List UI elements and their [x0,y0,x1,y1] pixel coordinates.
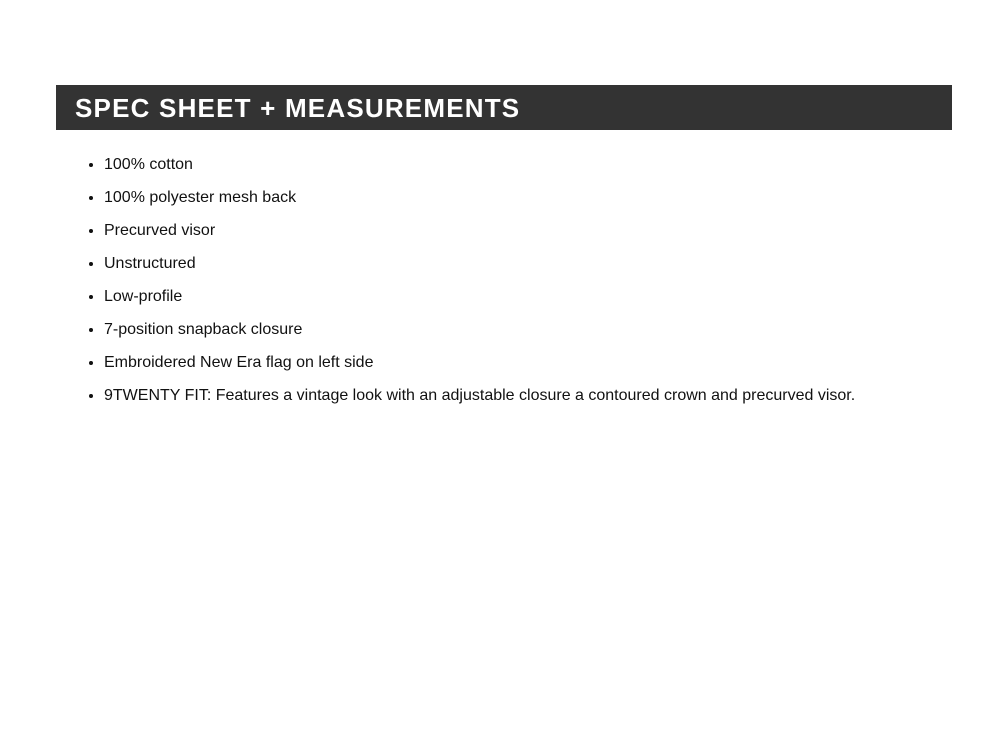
bullet-icon [89,229,93,233]
spec-list [56,155,952,419]
spec-item [56,386,952,419]
spec-item-text: Unstructured [104,255,196,272]
spec-item-text: Embroidered New Era flag on left side [104,354,374,371]
bullet-icon [89,163,93,167]
spec-item [56,353,952,386]
spec-item [56,254,952,287]
bullet-icon [89,295,93,299]
spec-sheet-header[interactable] [56,85,952,130]
bullet-icon [89,196,93,200]
spec-item [56,320,952,353]
spec-item-text: Precurved visor [104,222,216,239]
spec-item [56,287,952,320]
spec-item [56,188,952,221]
spec-item-text: 100% cotton [104,156,193,173]
spec-item-text: 100% polyester mesh back [104,189,297,206]
spec-sheet-title: SPEC SHEET + MEASUREMENTS [75,92,521,123]
spec-item-text: 7-position snapback closure [104,321,303,338]
bullet-icon [89,361,93,365]
spec-item [56,221,952,254]
spec-item-text: Low-profile [104,288,183,305]
spec-item [56,155,952,188]
bullet-icon [89,394,93,398]
spec-item-text: 9TWENTY FIT: Features a vintage look with an adjustable closure a contoured crown and precurved visor. [104,387,856,404]
bullet-icon [89,328,93,332]
spec-sheet-section [56,85,952,419]
bullet-icon [89,262,93,266]
